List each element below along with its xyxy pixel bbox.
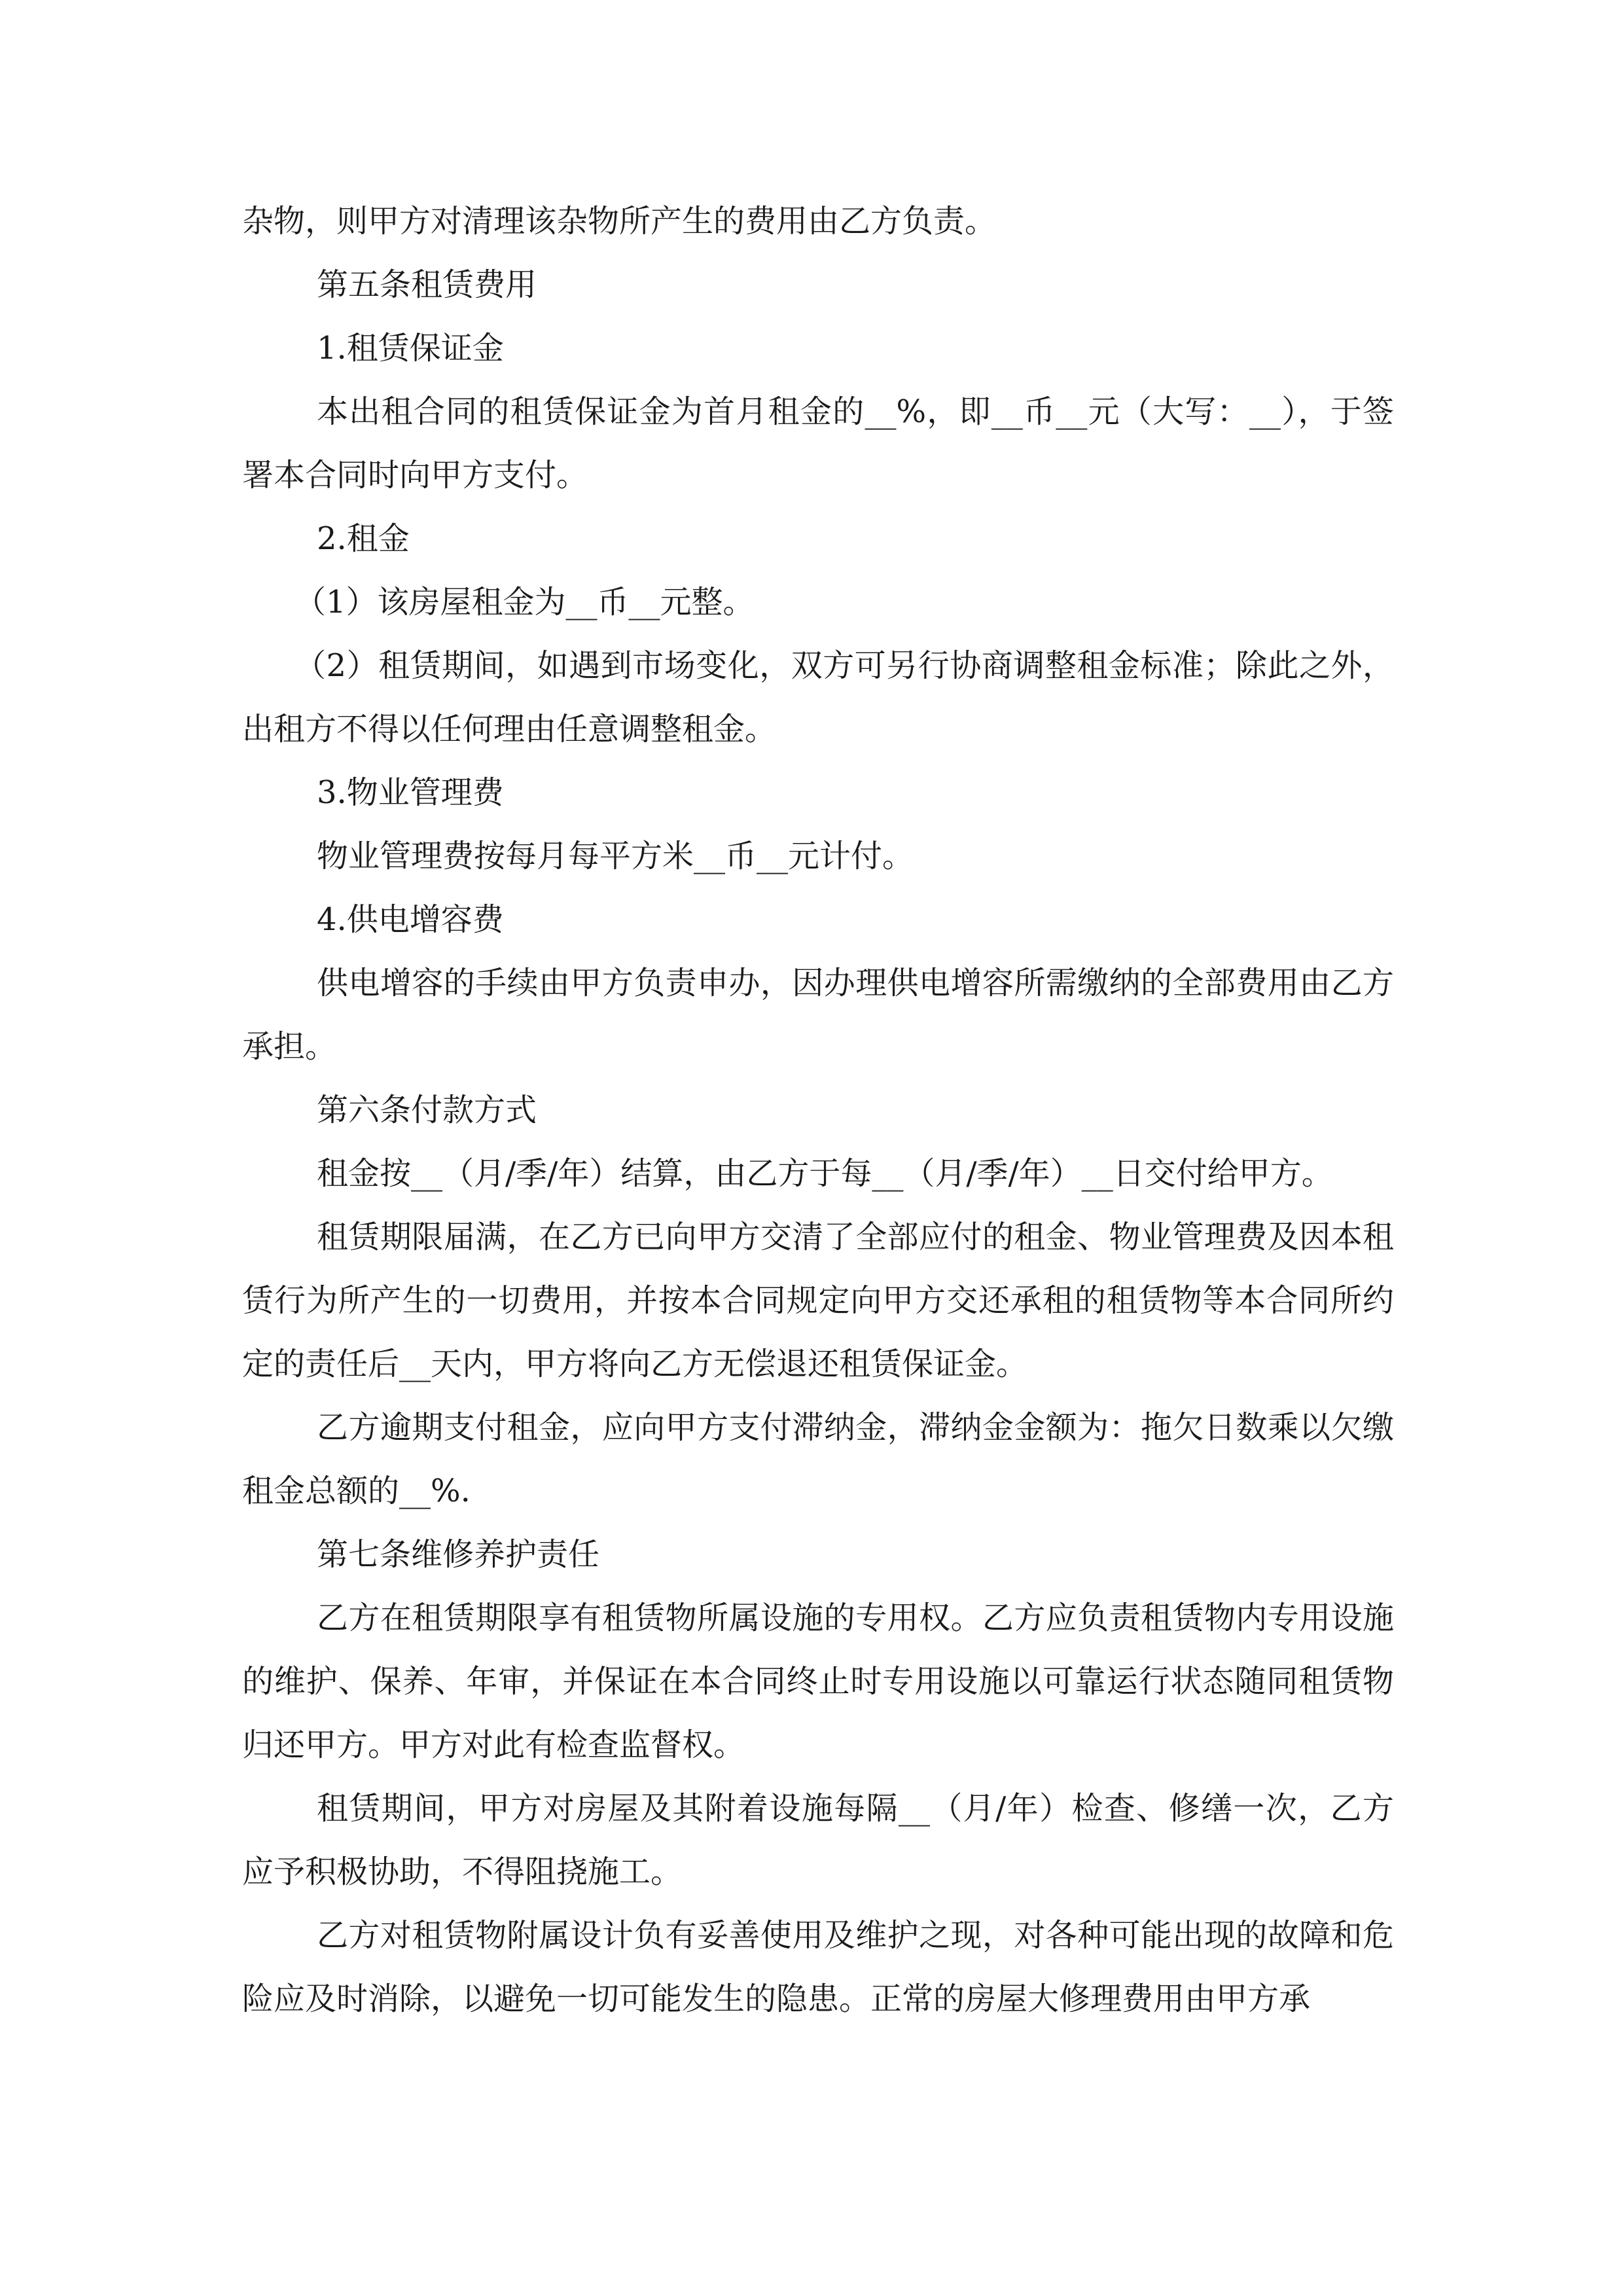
paragraph: 租赁期间，甲方对房屋及其附着设施每隔__（月/年）检查、修缮一次，乙方应予积极协助，不得阻挠施工。: [242, 1790, 1394, 1890]
paragraph: 供电增容的手续由甲方负责申办，因办理供电增容所需缴纳的全部费用由乙方承担。: [242, 965, 1394, 1065]
subheading-deposit: 1.租赁保证金: [317, 330, 504, 367]
paragraph: 租赁期限届满，在乙方已向甲方交清了全部应付的租金、物业管理费及因本租赁行为所产生的一切费用，并按本合同规定向甲方交还承租的租赁物等本合同所约定的责任后__天内，甲方将向乙方无偿退还租赁保证金。: [242, 1219, 1394, 1382]
section-heading-6: 第六条付款方式: [317, 1092, 537, 1128]
subheading-power-fee: 4.供电增容费: [317, 901, 504, 938]
paragraph: 乙方在租赁期限享有租赁物所属设施的专用权。乙方应负责租赁物内专用设施的维护、保养、年审，并保证在本合同终止时专用设施以可靠运行状态随同租赁物归还甲方。甲方对此有检查监督权。: [242, 1600, 1394, 1763]
paragraph: 乙方对租赁物附属设计负有妥善使用及维护之现，对各种可能出现的故障和危险应及时消除，以避免一切可能发生的隐患。正常的房屋大修理费用由甲方承: [242, 1917, 1394, 2017]
document-body: [242, 190, 1394, 2031]
paragraph: 杂物，则甲方对清理该杂物所产生的费用由乙方负责。: [242, 203, 997, 240]
section-heading-5: 第五条租赁费用: [317, 266, 537, 303]
list-item: （2）租赁期间，如遇到市场变化，双方可另行协商调整租金标准；除此之外，出租方不得以任何理由任意调整租金。: [242, 647, 1394, 747]
section-heading-7: 第七条维修养护责任: [317, 1536, 600, 1573]
paragraph: 物业管理费按每月每平方米__币__元计付。: [317, 838, 914, 874]
list-item: （1）该房屋租金为__币__元整。: [294, 584, 755, 620]
paragraph: 租金按__（月/季/年）结算，由乙方于每__（月/季/年）__日交付给甲方。: [317, 1155, 1333, 1192]
paragraph: 本出租合同的租赁保证金为首月租金的__%，即__币__元（大写：__），于签署本合同时向甲方支付。: [242, 393, 1394, 493]
paragraph: 乙方逾期支付租金，应向甲方支付滞纳金，滞纳金金额为：拖欠日数乘以欠缴租金总额的__%.: [242, 1409, 1394, 1509]
subheading-property-fee: 3.物业管理费: [317, 774, 504, 811]
subheading-rent: 2.租金: [317, 520, 410, 557]
